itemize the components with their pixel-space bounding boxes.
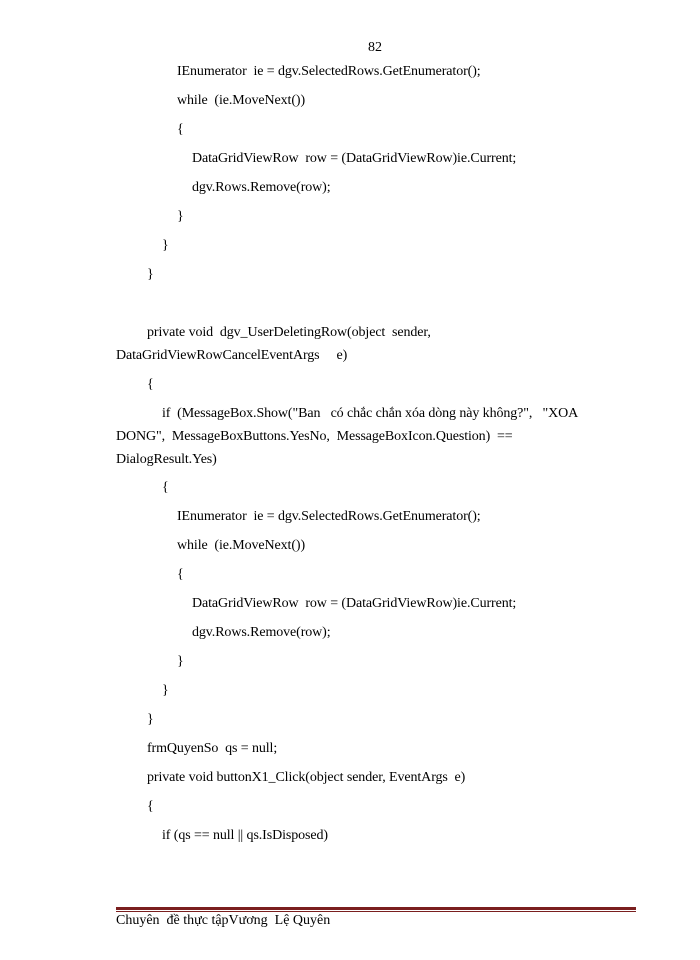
code-line: dgv.Rows.Remove(row); [192, 180, 331, 195]
code-line: IEnumerator ie = dgv.SelectedRows.GetEnumerator(); [177, 64, 481, 79]
code-line: private void dgv_UserDeletingRow(object sender, [147, 325, 431, 340]
footer-divider-thick [116, 907, 636, 910]
code-line: } [147, 267, 154, 282]
code-line: if (MessageBox.Show("Ban có chắc chắn xóa dòng này không?", "XOA [162, 406, 579, 421]
code-line: } [147, 712, 154, 727]
page-number: 82 [368, 40, 382, 55]
code-line: { [147, 377, 154, 392]
code-line: DialogResult.Yes) [116, 452, 217, 467]
code-line: if (qs == null || qs.IsDisposed) [162, 828, 328, 843]
code-line: DONG", MessageBoxButtons.YesNo, MessageBoxIcon.Question) == [116, 429, 513, 444]
code-line: dgv.Rows.Remove(row); [192, 625, 331, 640]
code-line: { [147, 799, 154, 814]
code-line: frmQuyenSo qs = null; [147, 741, 278, 756]
code-line: IEnumerator ie = dgv.SelectedRows.GetEnumerator(); [177, 509, 481, 524]
code-line: DataGridViewRow row = (DataGridViewRow)ie.Current; [192, 151, 517, 166]
code-line: } [162, 238, 169, 253]
footer-text: Chuyên đề thực tậpVương Lệ Quyên [116, 913, 331, 928]
code-line: } [177, 209, 184, 224]
code-line: private void buttonX1_Click(object sender, EventArgs e) [147, 770, 466, 785]
code-line: { [162, 480, 169, 495]
code-line: } [162, 683, 169, 698]
code-line: DataGridViewRowCancelEventArgs e) [116, 348, 348, 363]
code-line: { [177, 122, 184, 137]
code-line: } [177, 654, 184, 669]
code-line: DataGridViewRow row = (DataGridViewRow)ie.Current; [192, 596, 517, 611]
code-line: { [177, 567, 184, 582]
code-line: while (ie.MoveNext()) [177, 538, 306, 553]
code-line: while (ie.MoveNext()) [177, 93, 306, 108]
